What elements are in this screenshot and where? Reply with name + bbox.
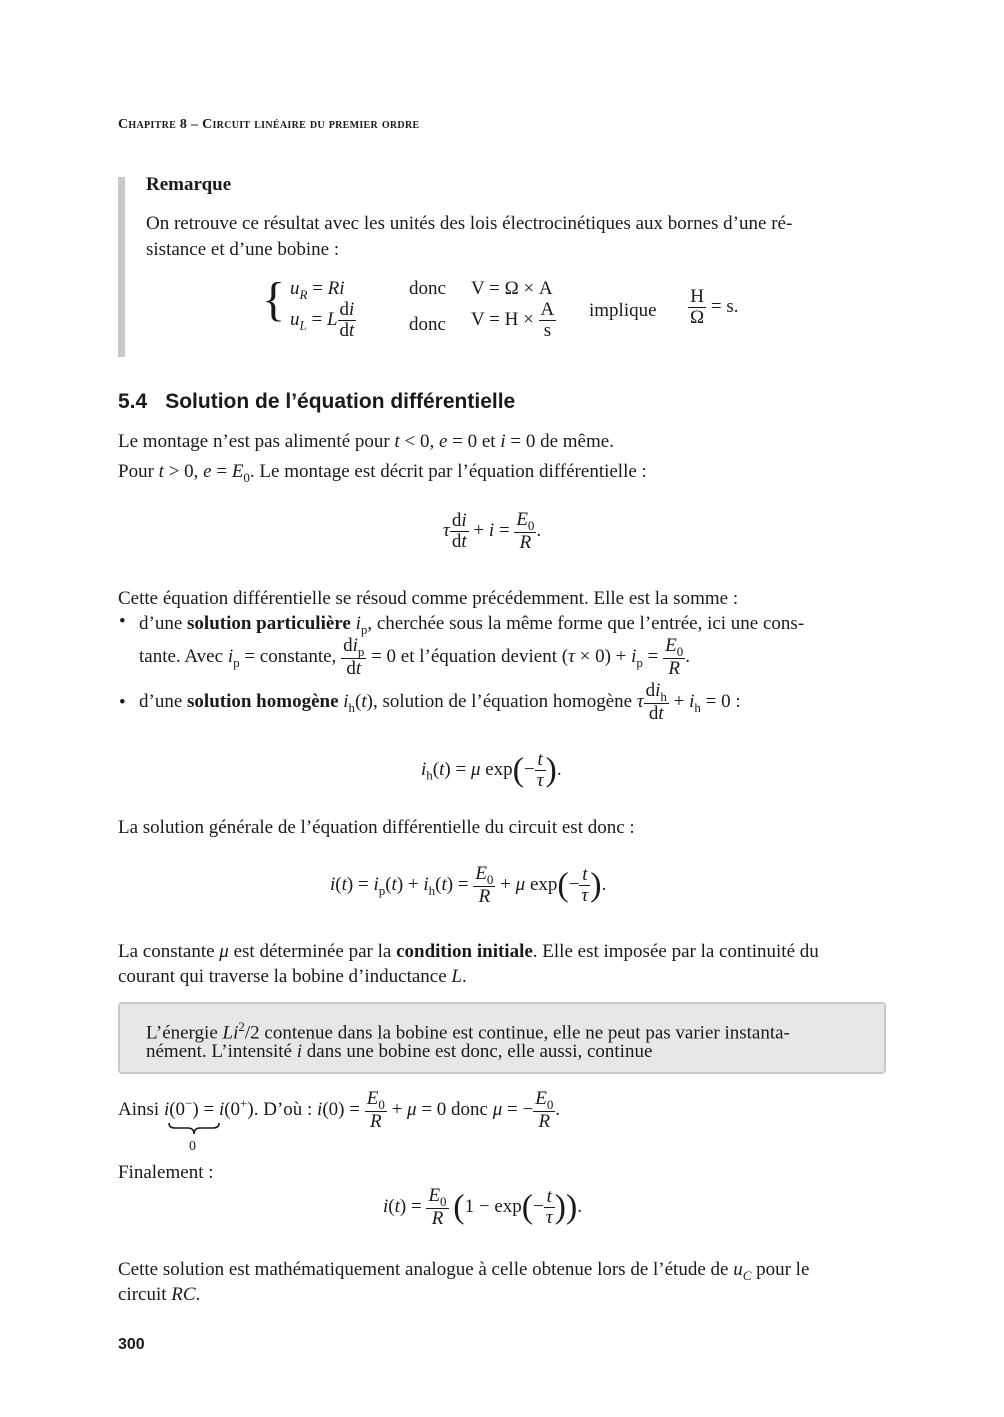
bullet-2-dot: • [119, 692, 126, 713]
remark-unit-h: V = H × $\frac{A}{s}$ [471, 299, 555, 341]
running-head: Chapitre 8 – Circuit linéaire du premier ordre [118, 117, 420, 132]
system-brace: { [262, 273, 286, 326]
remark-unit-result: $\frac{H}{\Omega}$ = s. [690, 286, 739, 328]
paragraph-5-line2: courant qui traverse la bobine d’inductance L. [118, 966, 467, 987]
paragraph-5-line1: La constante μ est déterminée par la condition initiale. Elle est imposée par la continuité du [118, 941, 819, 962]
equation-homogeneous: $i_h(t) = \mu$ exp(− $\frac{t}{\tau}$ ). [421, 749, 562, 791]
remark-text-line1: On retrouve ce résultat avec les unités des lois électrocinétiques aux bornes d’une ré- [146, 213, 793, 234]
remark-donc-2: donc [409, 314, 446, 335]
remark-implique: implique [589, 300, 657, 321]
section-title [118, 390, 515, 414]
finalement: Finalement : [118, 1162, 214, 1183]
remark-eq-ul: $u_L = L$ $\frac{di}{dt}$ [290, 299, 355, 341]
remark-bar [118, 177, 125, 357]
paragraph-2: Pour t > 0, $e = E_0$. Le montage est décrit par l’équation différentielle : [118, 461, 647, 485]
initial-condition-line: Ainsi i(0−) = i(0+). D’où : i(0) = $\frac{E_0}{R}$ + μ = 0 donc μ = − $\frac{E_0}{R}$ . [118, 1088, 561, 1133]
underbrace-icon [168, 1122, 220, 1136]
highlight-box-line2: nément. L’intensité i dans une bobine est donc, elle aussi, continue [146, 1041, 653, 1062]
equation-differential: τ $\frac{di}{dt}$ + i = $\frac{E_0}{R}$ . [443, 509, 542, 554]
equation-final: i(t) = $\frac{E_0}{R}$ (1 − exp(− $\frac{t}{\tau}$ )). [383, 1185, 583, 1230]
bullet-1-dot: • [119, 611, 126, 632]
section-number: 5.4 [118, 390, 148, 413]
paragraph-6-line2: circuit RC. [118, 1284, 201, 1305]
paragraph-4: La solution générale de l’équation différentielle du circuit est donc : [118, 817, 635, 838]
paragraph-1: Le montage n’est pas alimenté pour t < 0, e = 0 et i = 0 de même. [118, 431, 614, 452]
page-number: 300 [118, 1336, 145, 1353]
remark-eq-ur: $u_R = Ri$ [290, 278, 345, 302]
remark-text-line2: sistance et d’une bobine : [146, 239, 340, 260]
underbrace [168, 1120, 220, 1134]
bullet-2-line1: d’une solution homogène $i_h(t)$, solution de l’équation homogène τ $\frac{di_h}{dt}$ + $i_h = 0$ : [139, 680, 741, 725]
remark-title: Remarque [146, 174, 232, 195]
remark-unit-v: V = Ω × A [471, 278, 553, 299]
underbrace-label: 0 [189, 1139, 196, 1154]
equation-general: $i(t) = i_p(t) + i_h(t)$ = $\frac{E_0}{R}$ + μ exp(− $\frac{t}{\tau}$ ). [330, 863, 607, 908]
remark-donc-1: donc [409, 278, 446, 299]
bullet-1-line2: tante. Avec $i_p$ = constante, $\frac{di_p}{dt}$ = 0 et l’équation devient $(\tau \times 0) + i_p$ = $\frac{E_0}{R}$ . [139, 635, 690, 680]
paragraph-3: Cette équation différentielle se résoud comme précédemment. Elle est la somme : [118, 588, 739, 609]
section-title-text: Solution de l’équation différentielle [165, 390, 516, 413]
bullet-1-line1: d’une solution particulière $i_p$, cherchée sous la même forme que l’entrée, ici une cons- [139, 613, 805, 637]
highlight-box-line1: L’énergie Li$^2$/2 contenue dans la bobine est continue, elle ne peut pas varier instanta- [146, 1019, 790, 1044]
paragraph-6-line1: Cette solution est mathématiquement analogue à celle obtenue lors de l’étude de $u_C$ pour le [118, 1259, 810, 1283]
